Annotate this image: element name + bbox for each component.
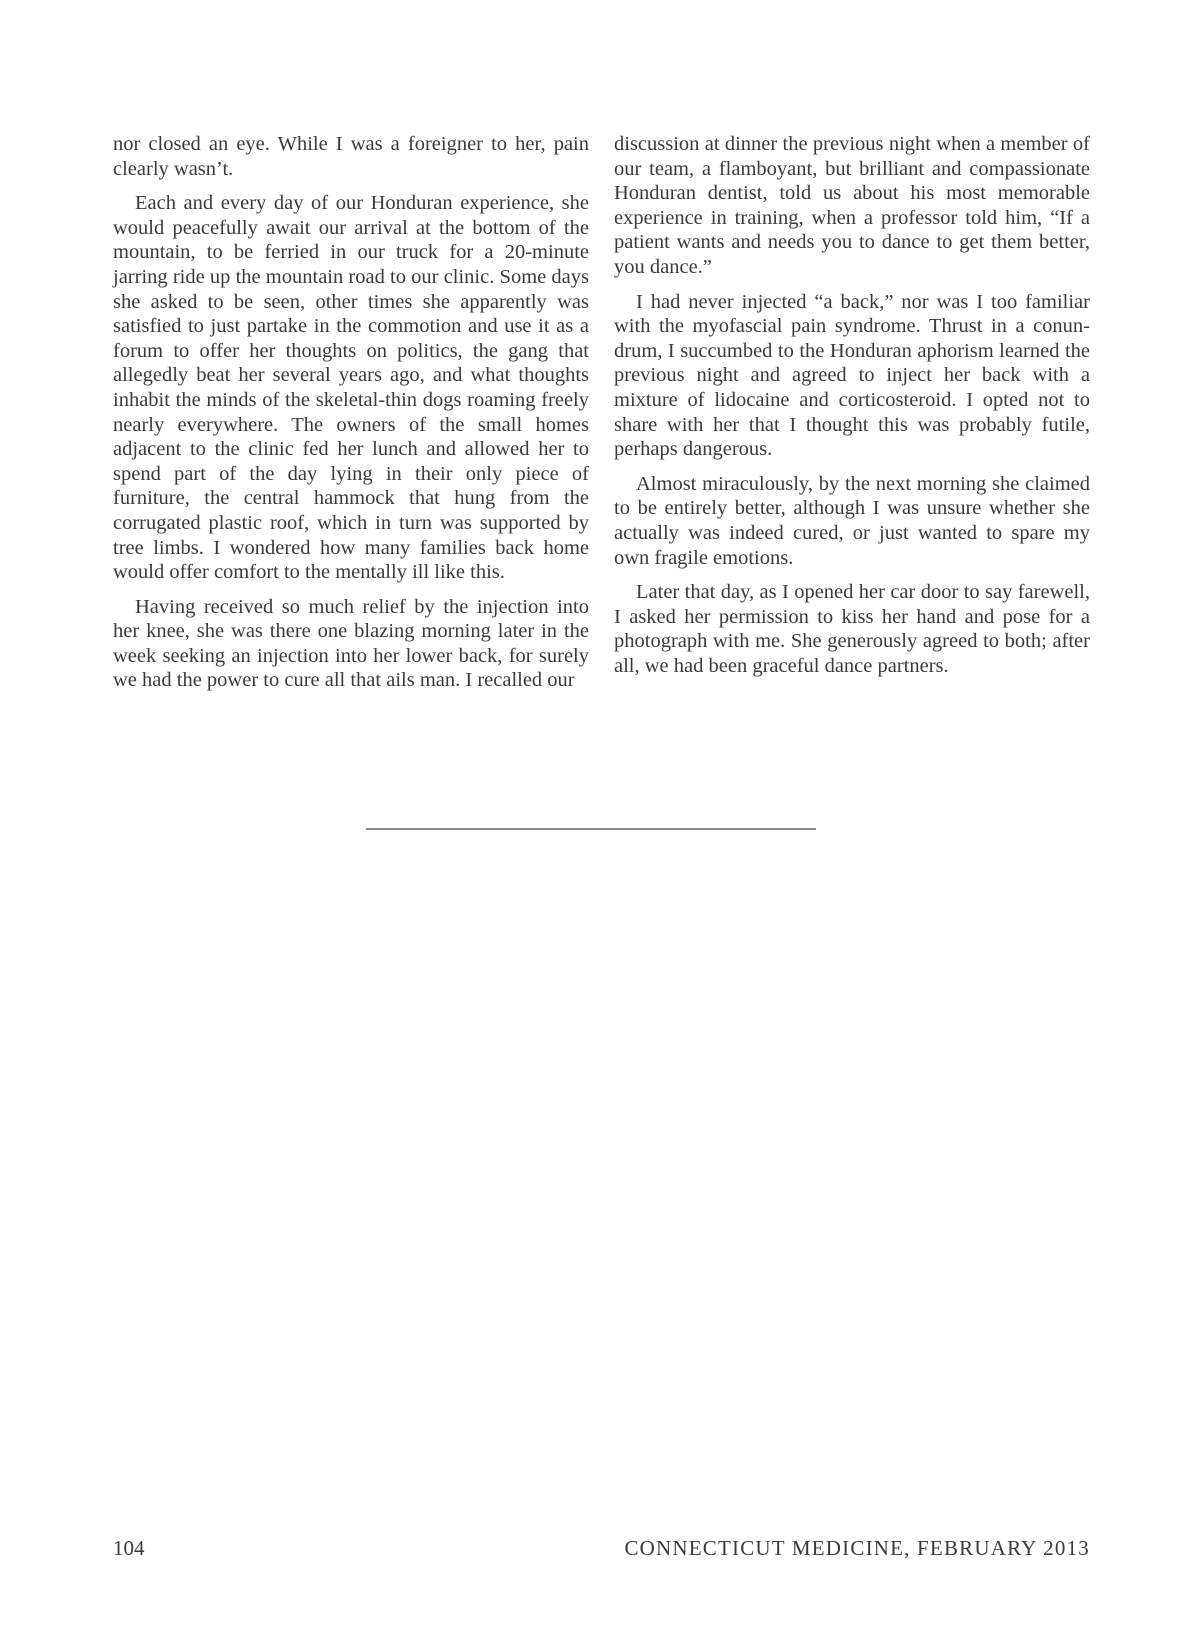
paragraph-honduran-experience: Each and every day of our Honduran experience, she would peacefully await our arrival at the bottom of the mountain, to be ferried in our truck for a 20-minute jarring ride up the mountain road to our clinic. Some days she asked to be seen, other times she apparently was satisfied to just partake in the commotion and use it as a forum to offer her thoughts on politics, the gang that allegedly beat her several years ago, and what thoughts inhabit the minds of the skeletal-thin dogs roaming freely nearly everywhere. The owners of the small homes adjacent to the clinic fed her lunch and allowed her to spend part of the day lying in their only piece of furniture, the central hammock that hung from the corrugated plastic roof, which in turn was supported by tree limbs. I wondered how many families back home would offer comfort to the mentally ill like this. bbox=[113, 192, 589, 584]
paragraph-injection-request: Having received so much relief by the injection into her knee, she was there one blazing morning later in the week seeking an injection into her lower back, for surely we had the power to cure all that ails man. I recalled our bbox=[113, 595, 589, 692]
paragraph-farewell: Later that day, as I opened her car door to say farewell, I asked her permission to kiss her hand and pose for a photograph with me. She generously agreed to both; after all, we had been graceful dance partners. bbox=[614, 581, 1090, 677]
paragraph-back-injection: I had never injected “a back,” nor was I too familiar with the myofascial pain syndrome. Thrust in a conundrum, I succumbed to the Honduran aphorism learned the previous night and agreed to inject her back with a mixture of lidocaine and corticosteroid. I opted not to share with her that I thought this was probably futile, perhaps dangerous. bbox=[614, 290, 1090, 461]
article-right-column bbox=[614, 132, 1090, 688]
paragraph-continuation: nor closed an eye. While I was a foreigner to her, pain clearly wasn’t. bbox=[113, 133, 589, 180]
page-number: 104 bbox=[113, 1536, 145, 1560]
journal-running-footer: CONNECTICUT MEDICINE, FEBRUARY 2013 bbox=[624, 1536, 1090, 1560]
paragraph-dinner-discussion: discussion at dinner the previous night when a member of our team, a flamboyant, but brilliant and compassionate Honduran dentist, told us about his most memorable experience in training, when a professor told him, “If a patient wants and needs you to dance to get them better, you dance.” bbox=[614, 133, 1090, 278]
end-of-article-rule bbox=[366, 828, 816, 830]
article-left-column bbox=[113, 132, 589, 703]
paragraph-next-morning: Almost miraculously, by the next morning she claimed to be entirely better, although I was unsure whether she actually was indeed cured, or just wanted to spare my own fragile emotions. bbox=[614, 472, 1090, 569]
